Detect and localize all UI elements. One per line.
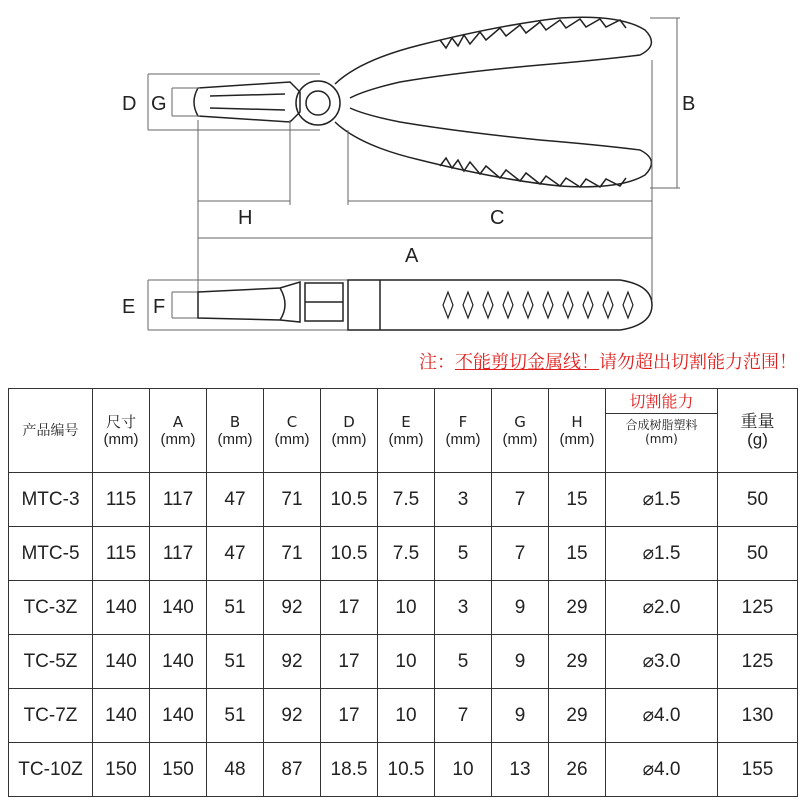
cell-b: 47 <box>207 527 264 581</box>
dim-label-d: D <box>122 93 137 115</box>
warning-prefix: 注： <box>419 352 455 373</box>
cell-d: 17 <box>321 635 378 689</box>
dim-label-h: H <box>238 207 253 229</box>
cell-b: 47 <box>207 473 264 527</box>
cell-g: 9 <box>492 635 549 689</box>
cell-c: 92 <box>264 635 321 689</box>
table-row <box>9 581 798 635</box>
cell-weight: 125 <box>718 635 798 689</box>
cell-f: 7 <box>435 689 492 743</box>
cell-h: 29 <box>549 689 606 743</box>
header-product: 产品编号 <box>9 389 93 473</box>
cell-b: 51 <box>207 689 264 743</box>
cell-model: MTC-5 <box>9 527 93 581</box>
cell-c: 71 <box>264 527 321 581</box>
header-size: 尺寸 (mm) <box>93 389 150 473</box>
cell-e: 10 <box>378 689 435 743</box>
dim-label-a: A <box>405 245 419 267</box>
table-row <box>9 527 798 581</box>
cell-f: 5 <box>435 527 492 581</box>
cell-g: 7 <box>492 473 549 527</box>
cell-g: 7 <box>492 527 549 581</box>
pliers-side-view <box>198 280 652 330</box>
cell-a: 150 <box>150 743 207 797</box>
cell-h: 29 <box>549 581 606 635</box>
cell-c: 92 <box>264 581 321 635</box>
header-b: B (mm) <box>207 389 264 473</box>
table-row <box>9 743 798 797</box>
cell-h: 26 <box>549 743 606 797</box>
cell-model: TC-3Z <box>9 581 93 635</box>
cell-weight: 50 <box>718 527 798 581</box>
cell-c: 92 <box>264 689 321 743</box>
cell-e: 7.5 <box>378 527 435 581</box>
cell-g: 13 <box>492 743 549 797</box>
cell-capacity: ⌀4.0 <box>606 689 718 743</box>
cell-size: 140 <box>93 581 150 635</box>
dim-label-c: C <box>490 207 505 229</box>
cell-c: 87 <box>264 743 321 797</box>
cell-size: 150 <box>93 743 150 797</box>
dim-label-f: F <box>153 296 166 318</box>
table-header-row <box>9 389 798 473</box>
cell-model: TC-10Z <box>9 743 93 797</box>
cell-b: 48 <box>207 743 264 797</box>
cell-f: 3 <box>435 473 492 527</box>
cell-h: 15 <box>549 527 606 581</box>
header-e: E (mm) <box>378 389 435 473</box>
cell-model: TC-5Z <box>9 635 93 689</box>
header-f: F (mm) <box>435 389 492 473</box>
header-c: C (mm) <box>264 389 321 473</box>
cell-weight: 50 <box>718 473 798 527</box>
pliers-upper-handle <box>335 17 651 98</box>
cell-model: TC-7Z <box>9 689 93 743</box>
cell-capacity: ⌀4.0 <box>606 743 718 797</box>
cell-g: 9 <box>492 689 549 743</box>
cell-weight: 130 <box>718 689 798 743</box>
cell-weight: 155 <box>718 743 798 797</box>
pliers-dimension-diagram <box>0 0 800 345</box>
header-h: H (mm) <box>549 389 606 473</box>
cell-a: 117 <box>150 527 207 581</box>
cell-a: 140 <box>150 635 207 689</box>
pliers-jaw-top-view <box>194 82 300 122</box>
header-weight: 重量 (g) <box>718 389 798 473</box>
cell-model: MTC-3 <box>9 473 93 527</box>
cell-b: 51 <box>207 635 264 689</box>
pliers-lower-handle <box>335 108 651 187</box>
cell-f: 10 <box>435 743 492 797</box>
warning-metal-wire: 不能剪切金属线！ <box>455 352 599 373</box>
cell-d: 17 <box>321 689 378 743</box>
cell-c: 71 <box>264 473 321 527</box>
cell-d: 10.5 <box>321 527 378 581</box>
cell-size: 115 <box>93 527 150 581</box>
header-a: A (mm) <box>150 389 207 473</box>
cell-e: 10 <box>378 581 435 635</box>
cell-capacity: ⌀3.0 <box>606 635 718 689</box>
table-row <box>9 473 798 527</box>
cell-e: 10 <box>378 635 435 689</box>
cell-size: 140 <box>93 689 150 743</box>
header-capacity: 切割能力 合成树脂塑料 (mm) <box>606 389 718 473</box>
cell-capacity: ⌀1.5 <box>606 527 718 581</box>
cell-e: 7.5 <box>378 473 435 527</box>
cell-size: 140 <box>93 635 150 689</box>
cell-b: 51 <box>207 581 264 635</box>
pliers-pivot <box>296 81 340 125</box>
cell-g: 9 <box>492 581 549 635</box>
cell-weight: 125 <box>718 581 798 635</box>
cell-e: 10.5 <box>378 743 435 797</box>
dim-label-g: G <box>151 93 167 115</box>
warning-capacity: 请勿超出切割能力范围！ <box>599 352 797 373</box>
header-g: G (mm) <box>492 389 549 473</box>
cutting-warning <box>0 348 797 378</box>
header-d: D (mm) <box>321 389 378 473</box>
cell-capacity: ⌀1.5 <box>606 473 718 527</box>
table-row <box>9 635 798 689</box>
cell-d: 18.5 <box>321 743 378 797</box>
cell-f: 3 <box>435 581 492 635</box>
cell-h: 15 <box>549 473 606 527</box>
cell-h: 29 <box>549 635 606 689</box>
cell-d: 10.5 <box>321 473 378 527</box>
cell-size: 115 <box>93 473 150 527</box>
spec-table <box>8 388 798 797</box>
table-row <box>9 689 798 743</box>
cell-a: 140 <box>150 581 207 635</box>
dim-label-b: B <box>682 93 696 115</box>
cell-a: 140 <box>150 689 207 743</box>
dim-label-e: E <box>122 296 136 318</box>
cell-capacity: ⌀2.0 <box>606 581 718 635</box>
cell-f: 5 <box>435 635 492 689</box>
cell-d: 17 <box>321 581 378 635</box>
cell-a: 117 <box>150 473 207 527</box>
